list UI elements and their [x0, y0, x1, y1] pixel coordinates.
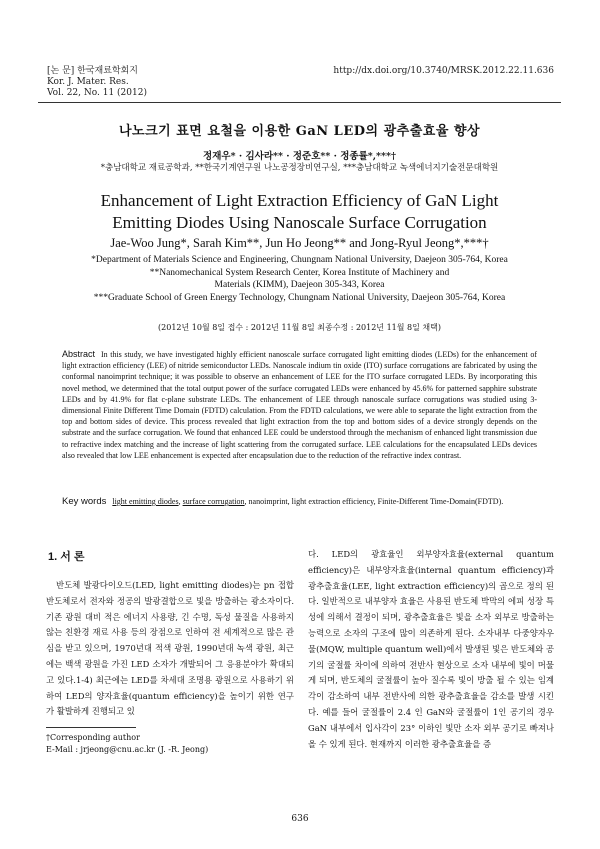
footnote [46, 732, 208, 756]
submission-dates: (2012년 10월 8일 접수 : 2012년 11월 8일 최종수정 : 2012년 11월 8일 채택) [158, 323, 441, 332]
keywords-rest: , nanoimprint, light extraction efficiency, Finite-Different Time-Domain(FDTD). [244, 497, 504, 506]
affiliation-1: *Department of Materials Science and Engineering, Chungnam National University, Daejeon 305-764, Korea [91, 255, 508, 265]
journal-name-kr: [논 문] 한국재료학회지 [47, 66, 138, 76]
english-title-line1: Enhancement of Light Extraction Efficiency of GaN Light [100, 191, 499, 210]
affiliation-2-cont: Materials (KIMM), Daejeon 305-343, Korea [214, 280, 385, 290]
abstract [62, 349, 537, 461]
english-authors: Jae-Woo Jung*, Sarah Kim**, Jun Ho Jeong** and Jong-Ryul Jeong*,***† [110, 236, 489, 250]
left-column-text: 반도체 발광다이오드(LED, light emitting diodes)는 pn 접합 반도체로서 전자와 정공의 발광결합으로 빛을 방출하는 광소자이다. 기존 광원 대비 적은 에너지 사용량, 긴 수명, 독성 물질을 사용하지 않는 친환경 재료 사용 등의 장점으로 인하여 전 세계적으로 많은 관심을 받고 있으며, 1970년대 적색 광원, 1990년대 녹색 광원, 최근에는 백색 광원을 가진 LED 소자가 개발되어 그 응용분야가 확대되고 있다.1-4) 최근에는 LED를 차세대 조명용 광원으로 사용하기 위하여 LED의 양자효율(quantum efficiency)을 높이기 위한 연구가 활발하게 진행되고 있 [46, 580, 294, 717]
author-email[interactable]: E-Mail : jrjeong@cnu.ac.kr (J. -R. Jeong) [46, 745, 209, 754]
right-column-text: 다. LED의 광효율인 외부양자효율(external quantum efficiency)은 내부양자효율(internal quantum efficiency)과 광추출효율(LEE, light extraction efficiency)의 곱으로 정의 된다. 일반적으로 내부양자 효율은 사용된 반도체 박막의 에피 성장 특성에 의해서 결정이 되며, 광추출효율은 빛을 소자 외부로 방출하는 능력으로 소자의 구조에 많이 의존하게 된다. 소자내부 다중양자우물(MQW, multiple quantum well)에서 발생된 빛은 반도체와 공기의 굴절률 차이에 의하여 전반사 현상으로 소자 내부에 빛이 머물게 되며, 반도체의 굴절률이 높아 질수록 빛이 방출 될 수 있는 임계각이 감소하여 내부 전반사에 의한 광추출효율을 감소를 발생 시킨다. 예를 들어 굴절률이 2.4 인 GaN와 굴절률이 1인 공기의 경우 GaN 내부에서 입사각이 23° 이하인 빛만 소자 외부 공기로 빠져나올 수 있게 된다. 현재까지 이러한 광추출효율을 증 [308, 549, 554, 749]
keywords [62, 496, 537, 507]
korean-title: 나노크기 표면 요철을 이용한 GaN LED의 광추출효율 향상 [118, 124, 481, 139]
abstract-label: Abstract [62, 349, 96, 359]
korean-authors: 정재우* · 김사라** · 정준호** · 정종률*,***† [203, 151, 396, 162]
keywords-label: Key words [62, 496, 107, 507]
section-heading: 1. 서 론 [48, 551, 85, 563]
english-affiliations [38, 254, 561, 304]
journal-name-en: Kor. J. Mater. Res. [47, 77, 129, 87]
affiliation-2: **Nanomechanical System Research Center, Korea Institute of Machinery and [149, 267, 450, 278]
page-number: 636 [291, 814, 309, 824]
corresponding-author: †Corresponding author [46, 733, 140, 742]
header-divider [38, 102, 561, 103]
keyword-link-1[interactable]: light emitting diodes [112, 497, 179, 506]
journal-volume: Vol. 22, No. 11 (2012) [47, 88, 147, 98]
keyword-link-2[interactable]: surface corrugation [182, 497, 245, 506]
footnote-divider [46, 727, 136, 728]
affiliation-3: ***Graduate School of Green Energy Technology, Chungnam National University, Daejeon 305-764, Korea [93, 292, 506, 303]
english-title-line2: Emitting Diodes Using Nanoscale Surface Corrugation [112, 213, 487, 232]
doi-link[interactable]: http://dx.doi.org/10.3740/MRSK.2012.22.11.636 [333, 66, 554, 76]
journal-header [47, 66, 147, 99]
korean-affiliations: *충남대학교 재료공학과, **한국기계연구원 나노공정장비연구실, ***충남대학교 녹색에너지기술전문대학원 [100, 163, 499, 173]
keyword-sep: , [178, 497, 183, 506]
english-title [38, 190, 561, 234]
abstract-text: In this study, we have investigated highly efficient nanoscale surface corrugated light emitting diodes (LEDs) for the enhancement of light extraction efficiency (LEE) of nitride semiconductor LEDs. Nanoscale indium tin oxide (ITO) surface corrugations are fabricated by using the conformal nanoimprint technique; it was possible to observe an enhancement of LEE for the ITO surface corrugated LEDs. By incorporating this novel method, we determined that the total output power of the surface corrugated LEDs were enhanced by 45.6% for patterned sapphire substrate LEDs and by 41.9% for flat c-plane substrate LEDs. The enhancement of LEE through nanoscale surface corrugations was studied using 3-dimensional Finite Different Time Domain (FDTD) calculation. From the FDTD calculations, we were able to separate the light extraction from the top and bottom sides of device. This process revealed that light extraction from the top and bottom sides of a device strongly depends on the substrate and the surface corrugation. We found that enhanced LEE could be understood through the mechanism of enhanced light transmission due to refractive index matching and the increase of light scattering from the corrugated surface. LEE calculations for the encapsulated LEDs devices also revealed that low LEE enhancement is expected after encapsulation due to the reduction of the refractive index contrast. [62, 350, 537, 460]
